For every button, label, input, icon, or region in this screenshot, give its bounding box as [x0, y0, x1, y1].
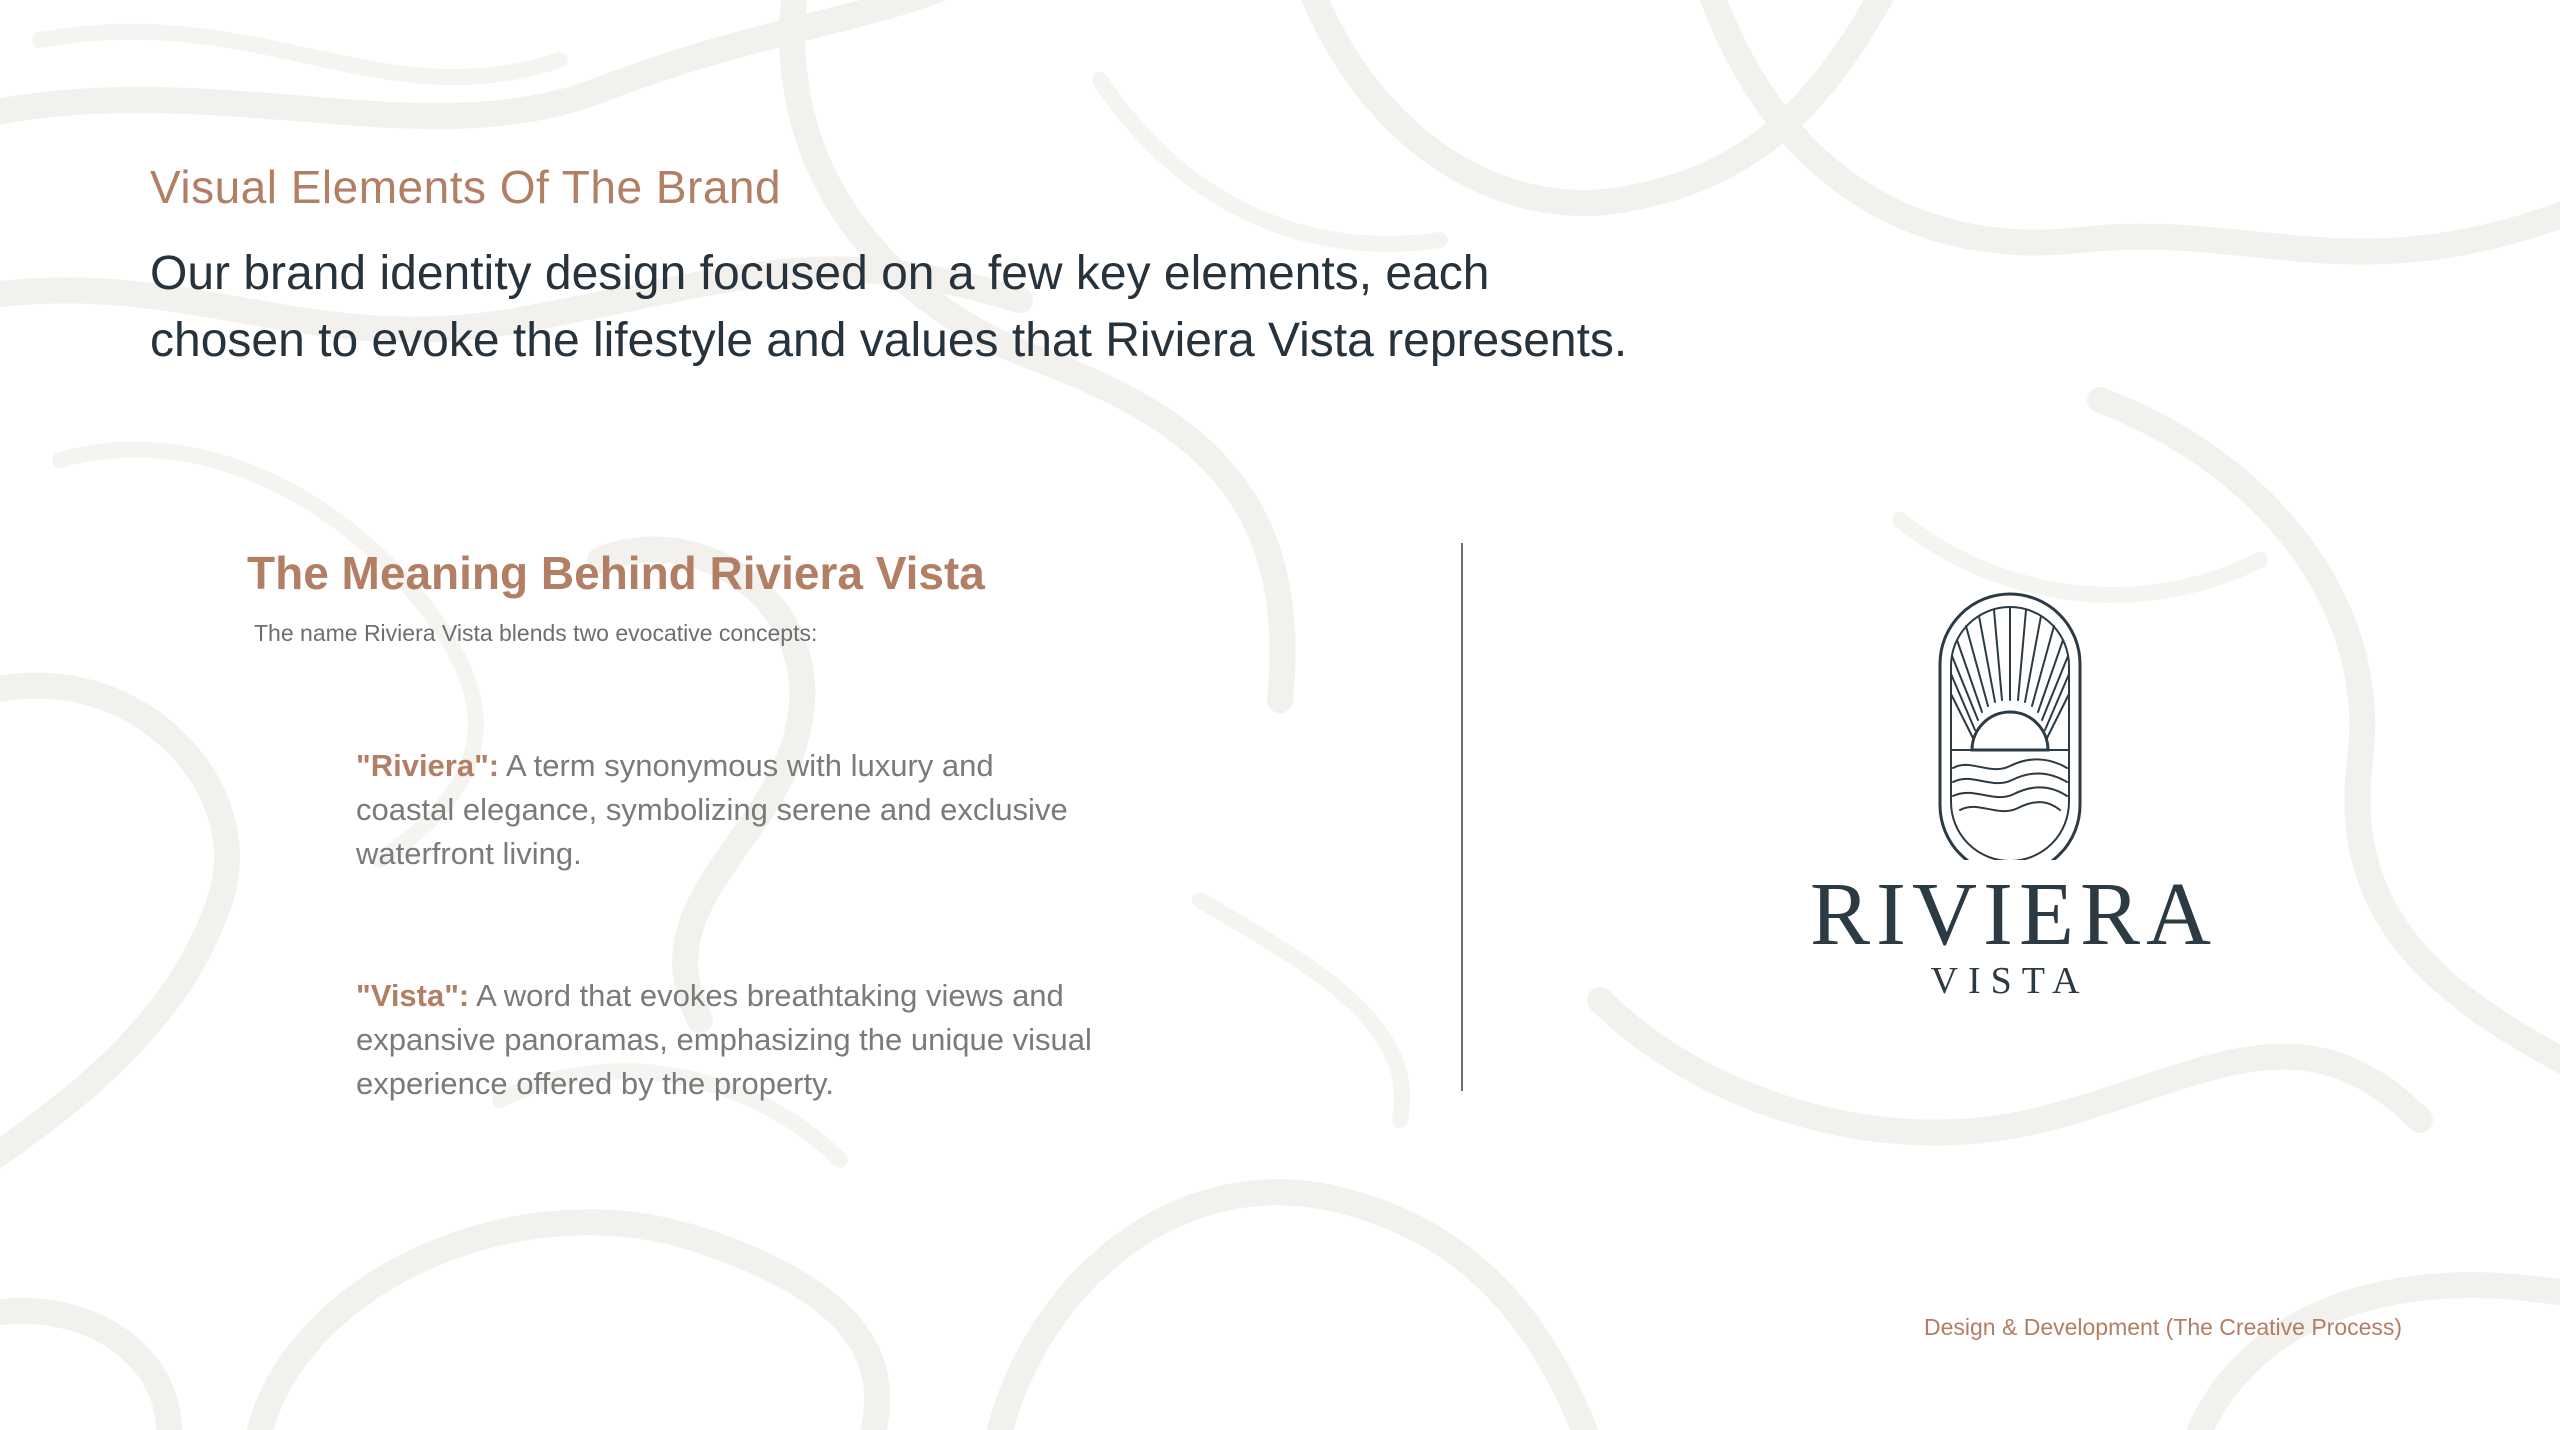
concept-riviera	[356, 744, 1076, 876]
riviera-vista-logo	[1810, 590, 2217, 1010]
logo-wordmark-vista: VISTA	[1930, 960, 2090, 1002]
lead-line-1: Our brand identity design focused on a few key elements, each	[150, 247, 1490, 300]
brand-identity-lead-text	[150, 240, 1750, 374]
logo-wordmark-riviera: RIVIERA	[1810, 865, 2217, 964]
section-intro: The name Riviera Vista blends two evocative concepts:	[254, 620, 818, 646]
concept-term: "Vista":	[356, 978, 470, 1013]
vertical-divider	[1461, 543, 1463, 1091]
footer-caption: Design & Development (The Creative Process)	[1924, 1314, 2403, 1340]
lead-line-2: chosen to evoke the lifestyle and values that Riviera Vista represents.	[150, 314, 1628, 367]
concept-description: A term synonymous with luxury and coastal elegance, symbolizing serene and exclusive waterfront living.	[356, 748, 1068, 871]
concept-term: "Riviera":	[356, 748, 500, 783]
brand-elements-eyebrow: Visual Elements Of The Brand	[150, 161, 782, 213]
section-title: The Meaning Behind Riviera Vista	[247, 547, 985, 599]
concept-vista	[356, 974, 1146, 1106]
sun-over-waves-arch-icon	[1810, 590, 2210, 860]
concept-description: A word that evokes breathtaking views and expansive panoramas, emphasizing the unique visual experience offered by the property.	[356, 978, 1092, 1101]
